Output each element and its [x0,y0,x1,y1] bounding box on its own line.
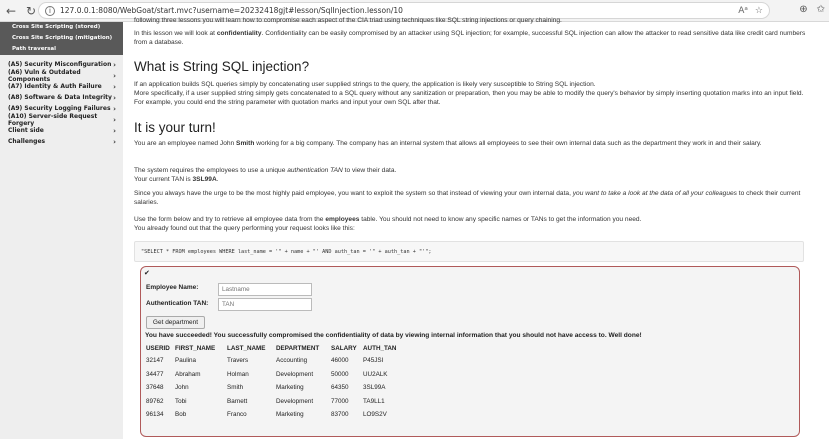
sidebar-item-client-side[interactable] [0,125,123,136]
favorite-star-icon[interactable]: ☆ [754,5,763,16]
success-message: You have succeeded! You successfully compromised the confidentiality of data by viewing internal information that you should not have access to. Well done! [145,332,642,339]
table-row [146,395,400,409]
sidebar-item-label: (A6) Vuln & Outdated Components [8,68,81,83]
read-aloud-icon[interactable]: Aᵃ [738,5,748,16]
table-cell: Holman [227,370,249,378]
sidebar-item-xss-stored[interactable]: Cross Site Scripting (stored) [12,24,101,30]
column-header: LAST_NAME [227,344,266,352]
chevron-right-icon: › [113,104,116,113]
table-row [146,354,400,368]
site-info-icon[interactable]: i [45,6,55,16]
chevron-right-icon: › [113,82,116,91]
sidebar-submenu [0,22,123,55]
heading-string-sql-injection: What is String SQL injection? [134,59,310,74]
table-cell: 32147 [146,357,164,365]
table-cell: Bob [175,411,187,419]
heading-your-turn: It is your turn! [134,120,216,135]
extensions-icon[interactable]: ⊕ [799,4,808,15]
back-arrow-icon[interactable]: ← [5,3,17,18]
favorites-icon[interactable]: ✩ [816,4,825,15]
sidebar-item-label: Client side [8,127,44,134]
auth-tan-label: Authentication TAN: [146,300,209,307]
attack-form-panel [140,266,800,437]
table-cell: Abraham [175,370,201,378]
chevron-right-icon: › [113,71,116,80]
table-cell: 46000 [331,357,349,365]
lesson-text-cut: following three lessons you will learn how to compromise each aspect of the CIA triad using techniques like SQL string injections or query chaining. [134,17,562,24]
table-cell: Development [276,370,314,378]
table-cell: 89762 [146,397,164,405]
table-cell: LO9S2V [363,411,387,419]
table-cell: 34477 [146,370,164,378]
tan-paragraph: The system requires the employees to use a unique authentication TAN to view their data. Your current TAN is 3SL99A. [134,167,397,183]
table-cell: P45JSI [363,357,384,365]
table-row [146,381,400,395]
sidebar-item-a6[interactable] [0,70,123,81]
lesson-content [134,17,806,439]
table-cell: 37648 [146,384,164,392]
sidebar-item-label: (A10) Server-side Request Forgery [8,112,98,127]
table-cell: Smith [227,384,244,392]
table-cell: Barnett [227,397,248,405]
sidebar-item-challenges[interactable] [0,136,123,147]
table-cell: Marketing [276,384,304,392]
sidebar-item-xss-mitigation[interactable]: Cross Site Scripting (mitigation) [12,35,113,41]
chevron-right-icon: › [113,115,116,124]
query-code-block: "SELECT * FROM employees WHERE last_name = '" + name + "' AND auth_tan = '" + auth_tan + "'"; [134,241,804,262]
table-row [146,368,400,382]
employee-name-input[interactable] [218,283,312,296]
column-header: AUTH_TAN [363,344,397,352]
table-cell: John [175,384,189,392]
sidebar-item-a7[interactable] [0,81,123,92]
table-cell: Paulina [175,357,197,365]
chevron-right-icon: › [113,126,116,135]
column-header: USERID [146,344,170,352]
url-text: 127.0.0.1:8080/WebGoat/start.mvc?username=20232418gjt#lesson/SqlInjection.lesson/10 [60,6,403,15]
table-cell: 77000 [331,397,349,405]
column-header: FIRST_NAME [175,344,216,352]
checkmark-icon: ✔ [144,270,150,277]
sidebar-item-label: (A9) Security Logging Failures [8,105,111,112]
sidebar-item-a8[interactable] [0,92,123,103]
table-row [146,408,400,422]
intro-paragraph: In this lesson we will look at confidentiality. Confidentiality can be easily compromised by an attacker using SQL injection; for example, successful SQL injection can allow the attacker to read sensitive data like credit card numbers from a database. [134,30,806,46]
auth-tan-input[interactable] [218,298,312,311]
table-cell: Accounting [276,357,308,365]
table-cell: Tobi [175,397,187,405]
sidebar-item-label: Challenges [8,138,46,145]
sidebar-item-path-traversal[interactable]: Path traversal [12,46,57,52]
table-cell: 64350 [331,384,349,392]
scenario-paragraph: You are an employee named John Smith working for a big company. The company has an internal system that allows all employees to see their own internal data such as the department they work in and their salary. [134,140,762,147]
sidebar-item-label: (A5) Security Misconfiguration [8,61,112,68]
sidebar-item-a10[interactable] [0,114,123,125]
table-cell: Travers [227,357,249,365]
task-paragraph: Use the form below and try to retrieve all employee data from the employees table. You should not need to know any specific names or TANs to get the information you need. You already found out that the query performing your request looks like this: [134,216,642,232]
table-header-row [146,342,400,354]
get-department-button[interactable]: Get department [146,316,205,329]
sql-injection-paragraph: If an application builds SQL queries simply by concatenating user supplied strings to the query, the application is likely very susceptible to String SQL injection. More specifically, if a user supplied string simply gets concatenated to a SQL query without any sanitization or preparation, then you may be able to modify the query's behavior by simply inserting quotation marks into an input field. For example, you could end the string parameter with quotation marks and input your own SQL after that. [134,81,804,106]
refresh-icon[interactable]: ↻ [25,3,37,18]
column-header: DEPARTMENT [276,344,320,352]
goal-paragraph: Since you always have the urge to be the most highly paid employee, you want to exploit the system so that instead of viewing your own internal data, you want to take a look at the data of all your colleagues to check their current salaries. [134,190,801,206]
table-cell: Development [276,397,314,405]
table-cell: 83700 [331,411,349,419]
sidebar-item-label: (A7) Identity & Auth Failure [8,83,102,90]
column-header: SALARY [331,344,357,352]
table-cell: TA9LL1 [363,397,385,405]
sidebar-item-label: (A8) Software & Data Integrity [8,94,112,101]
chevron-right-icon: › [113,137,116,146]
table-cell: Marketing [276,411,304,419]
lesson-sidebar [0,22,123,439]
chevron-right-icon: › [113,60,116,69]
table-cell: UU2ALK [363,370,388,378]
employee-name-label: Employee Name: [146,284,199,291]
employee-results-table [146,342,400,422]
table-cell: 3SL99A [363,384,386,392]
table-cell: Franco [227,411,247,419]
table-cell: 96134 [146,411,164,419]
chevron-right-icon: › [113,93,116,102]
table-cell: 50000 [331,370,349,378]
